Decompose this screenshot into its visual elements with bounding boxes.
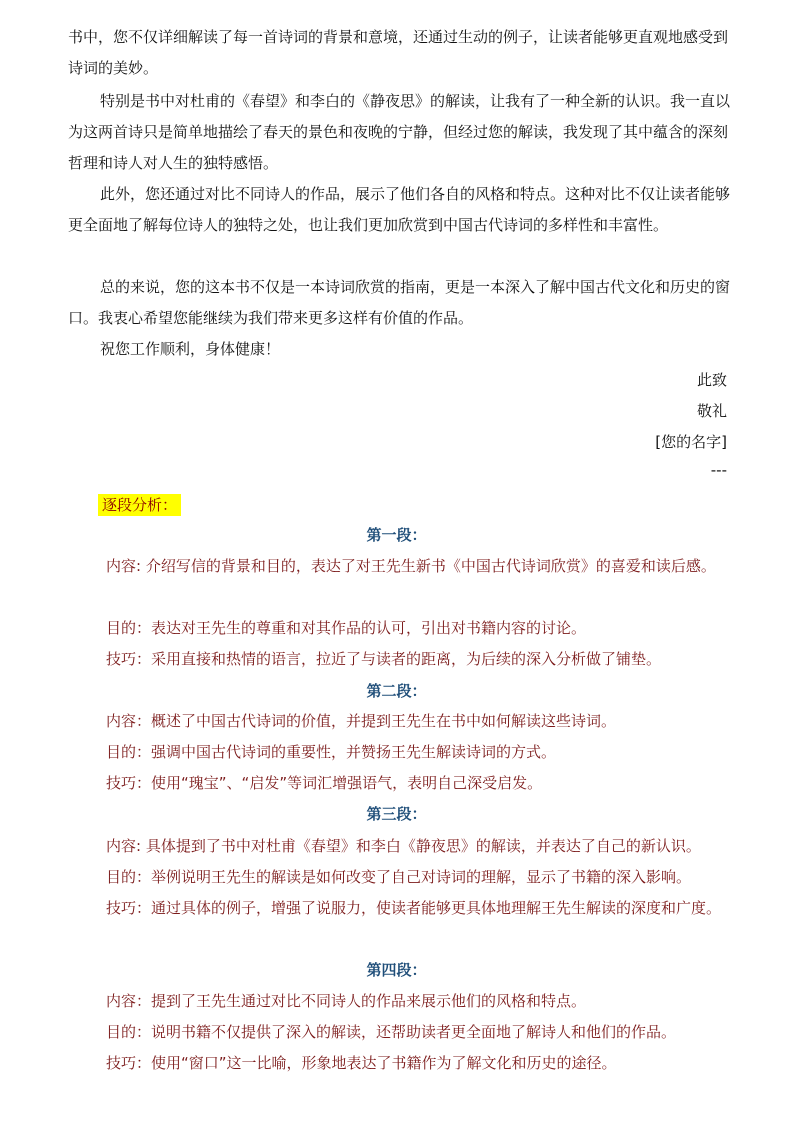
section-1-content: 内容: 介绍写信的背景和目的，表达了对王先生新书《中国古代诗词欣赏》的喜爱和读后感。	[106, 557, 716, 575]
section-3-technique: 技巧：通过具体的例子，增强了说服力，使读者能够更具体地理解王先生解读的深度和广度。	[106, 899, 722, 917]
section-4-purpose: 目的：说明书籍不仅提供了深入的解读，还帮助读者更全面地了解诗人和他们的作品。	[106, 1023, 677, 1041]
section-heading-3: 第三段：	[366, 805, 427, 823]
letter-wishes: 祝您工作顺利，身体健康！	[100, 340, 281, 358]
letter-paragraph-continued: 书中，您不仅详细解读了每一首诗词的背景和意境，还通过生动的例子，让读者能够更直观地感受到诗词的美妙。	[68, 28, 729, 77]
letter-paragraph-spring-hope: 特别是书中对杜甫的《春望》和李白的《静夜思》的解读，让我有了一种全新的认识。我一直以为这两首诗只是简单地描绘了春天的景色和夜晚的宁静，但经过您的解读，我发现了其中蕴含的深刻哲理和诗人对人生的独特感悟。	[68, 92, 731, 172]
analysis-title: 逐段分析：	[98, 494, 181, 516]
closing-jingli: 敬礼	[696, 402, 727, 420]
section-2-content: 内容：概述了中国古代诗词的价值，并提到王先生在书中如何解读这些诗词。	[106, 712, 617, 730]
section-1-purpose: 目的：表达对王先生的尊重和对其作品的认可，引出对书籍内容的讨论。	[106, 619, 587, 637]
closing-cizhi: 此致	[696, 371, 727, 389]
signature-placeholder: [您的名字]	[655, 433, 727, 451]
letter-paragraph-comparison: 此外，您还通过对比不同诗人的作品，展示了他们各自的风格和特点。这种对比不仅让读者能够更全面地了解每位诗人的独特之处，也让我们更加欣赏到中国古代诗词的多样性和丰富性。	[68, 185, 731, 234]
section-1-technique: 技巧：采用直接和热情的语言，拉近了与读者的距离，为后续的深入分析做了铺垫。	[106, 650, 662, 668]
section-3-purpose: 目的：举例说明王先生的解读是如何改变了自己对诗词的理解，显示了书籍的深入影响。	[106, 868, 692, 886]
section-2-technique: 技巧：使用“瑰宝”、“启发”等词汇增强语气，表明自己深受启发。	[106, 774, 543, 792]
divider: ---	[710, 461, 727, 479]
letter-paragraph-summary: 总的来说，您的这本书不仅是一本诗词欣赏的指南，更是一本深入了解中国古代文化和历史的窗口。我衷心希望您能继续为我们带来更多这样有价值的作品。	[68, 278, 731, 327]
section-heading-1: 第一段：	[366, 526, 427, 544]
section-heading-4: 第四段：	[366, 961, 427, 979]
section-2-purpose: 目的：强调中国古代诗词的重要性，并赞扬王先生解读诗词的方式。	[106, 743, 557, 761]
section-4-content: 内容：提到了王先生通过对比不同诗人的作品来展示他们的风格和特点。	[106, 992, 587, 1010]
section-heading-2: 第二段：	[366, 682, 427, 700]
section-4-technique: 技巧：使用“窗口”这一比喻，形象地表达了书籍作为了解文化和历史的途径。	[106, 1054, 617, 1072]
section-3-content: 内容: 具体提到了书中对杜甫《春望》和李白《静夜思》的解读，并表达了自己的新认识。	[106, 837, 701, 855]
